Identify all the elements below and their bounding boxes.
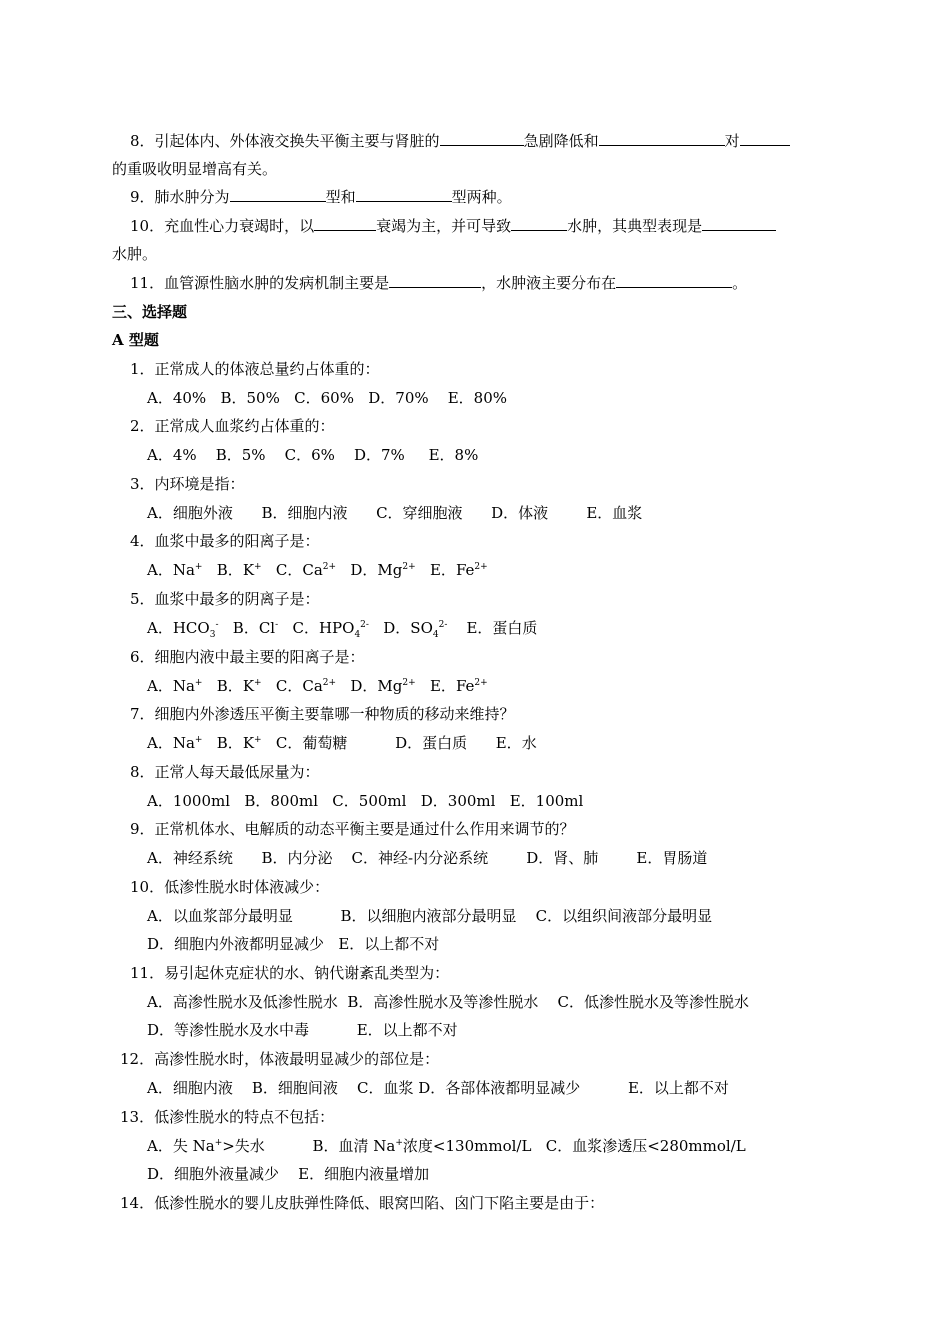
question-options: D．等渗性脱水及水中毒 E．以上都不对 <box>147 1021 458 1039</box>
q-text: 水肿，其典型表现是 <box>567 217 703 235</box>
question-stem: 7．细胞内外渗透压平衡主要靠哪一种物质的移动来维持？ <box>130 705 515 723</box>
q-text: 型两种。 <box>451 188 512 206</box>
blank <box>511 216 567 231</box>
fill-in-q9 <box>130 187 512 207</box>
question-stem: 4．血浆中最多的阳离子是： <box>130 532 320 550</box>
q-text: 衰竭为主，并可导致 <box>376 217 512 235</box>
question-options: A．Na+ B．K+ C．$Ca^{2+}$ D．$Mg^{2+}$ E．$Fe^{2+}$ <box>147 677 488 695</box>
blank <box>702 216 776 231</box>
q-number: 8． <box>130 132 155 150</box>
q-text: 血管源性脑水肿的发病机制主要是 <box>164 274 390 292</box>
question-options: D．细胞外液量减少 E．细胞内液量增加 <box>147 1165 430 1183</box>
blank <box>389 273 481 288</box>
q-text: ，水肿液主要分布在 <box>481 274 617 292</box>
blank <box>356 187 452 202</box>
blank <box>599 131 725 146</box>
question-options: A．40% B．50% C．60% D．70% E．80% <box>147 389 507 407</box>
q-number: 11． <box>130 274 165 292</box>
question-stem: 5．血浆中最多的阴离子是： <box>130 590 320 608</box>
q-text: 引起体内、外体液交换失平衡主要与肾脏的 <box>154 132 440 150</box>
question-stem: 6．细胞内液中最主要的阳离子是： <box>130 648 365 666</box>
question-options: A．失 Na+>失水 B．血清 Na+浓度<130mmol/L C．血浆渗透压<280mmol/L <box>147 1137 746 1155</box>
q-number: 9． <box>130 188 155 206</box>
question-stem: 3．内环境是指： <box>130 475 245 493</box>
q-text: 肺水肿分为 <box>154 188 230 206</box>
fill-in-q10 <box>130 216 776 236</box>
q-number: 10． <box>130 217 165 235</box>
blank <box>230 187 326 202</box>
question-options: A．神经系统 B．内分泌 C．神经-内分泌系统 D．肾、肺 E．胃肠道 <box>147 849 708 867</box>
blank <box>440 131 524 146</box>
question-options: A．Na+ B．K+ C．$Ca^{2+}$ D．$Mg^{2+}$ E．$Fe^{2+}$ <box>147 561 488 579</box>
question-options: A．4% B．5% C．6% D．7% E．8% <box>147 446 479 464</box>
blank <box>314 216 376 231</box>
q-text: 。 <box>732 274 748 292</box>
question-stem: 8．正常人每天最低尿量为： <box>130 763 320 781</box>
question-stem: 9．正常机体水、电解质的动态平衡主要是通过什么作用来调节的？ <box>130 820 575 838</box>
question-stem: 12．高渗性脱水时，体液最明显减少的部位是： <box>120 1050 440 1068</box>
question-options: A．以血浆部分最明显 B．以细胞内液部分最明显 C．以组织间液部分最明显 <box>147 907 713 925</box>
blank <box>740 131 790 146</box>
q-text: 充血性心力衰竭时，以 <box>164 217 315 235</box>
question-stem: 14．低渗性脱水的婴儿皮肤弹性降低、眼窝凹陷、囟门下陷主要是由于： <box>120 1194 605 1212</box>
fill-in-q8 <box>130 131 790 151</box>
question-stem: 13．低渗性脱水的特点不包括： <box>120 1108 335 1126</box>
question-stem: 11．易引起休克症状的水、钠代谢紊乱类型为： <box>130 964 450 982</box>
section-subtitle: A 型题 <box>112 331 159 349</box>
fill-in-q10-cont: 水肿。 <box>112 245 158 263</box>
q-text: 对 <box>724 132 740 150</box>
question-options: A．细胞内液 B．细胞间液 C．血浆 D．各部体液都明显减少 E．以上都不对 <box>147 1079 729 1097</box>
q-text: 急剧降低和 <box>523 132 599 150</box>
question-stem: 2．正常成人血浆约占体重的： <box>130 417 335 435</box>
question-options: D．细胞内外液都明显减少 E．以上都不对 <box>147 935 440 953</box>
question-stem: 10．低渗性脱水时体液减少： <box>130 878 330 896</box>
fill-in-q8-cont: 的重吸收明显增高有关。 <box>112 160 278 178</box>
question-options: A．Na+ B．K+ C．葡萄糖 D．蛋白质 E．水 <box>147 734 537 752</box>
question-options: A．$HCO_3^-$ B．Cl- C．$HPO_4^{2-}$ D．$SO_4^{2-}$ E．蛋白质 <box>147 619 538 640</box>
section-title: 三、选择题 <box>112 303 188 321</box>
fill-in-q11 <box>130 273 747 293</box>
blank <box>616 273 732 288</box>
question-stem: 1．正常成人的体液总量约占体重的： <box>130 360 380 378</box>
question-options: A．1000ml B．800ml C．500ml D．300ml E．100ml <box>147 792 584 810</box>
question-options: A．细胞外液 B．细胞内液 C．穿细胞液 D．体液 E．血浆 <box>147 504 643 522</box>
q-text: 型和 <box>325 188 356 206</box>
question-options: A．高渗性脱水及低渗性脱水 B．高渗性脱水及等渗性脱水 C．低渗性脱水及等渗性脱水 <box>147 993 749 1011</box>
